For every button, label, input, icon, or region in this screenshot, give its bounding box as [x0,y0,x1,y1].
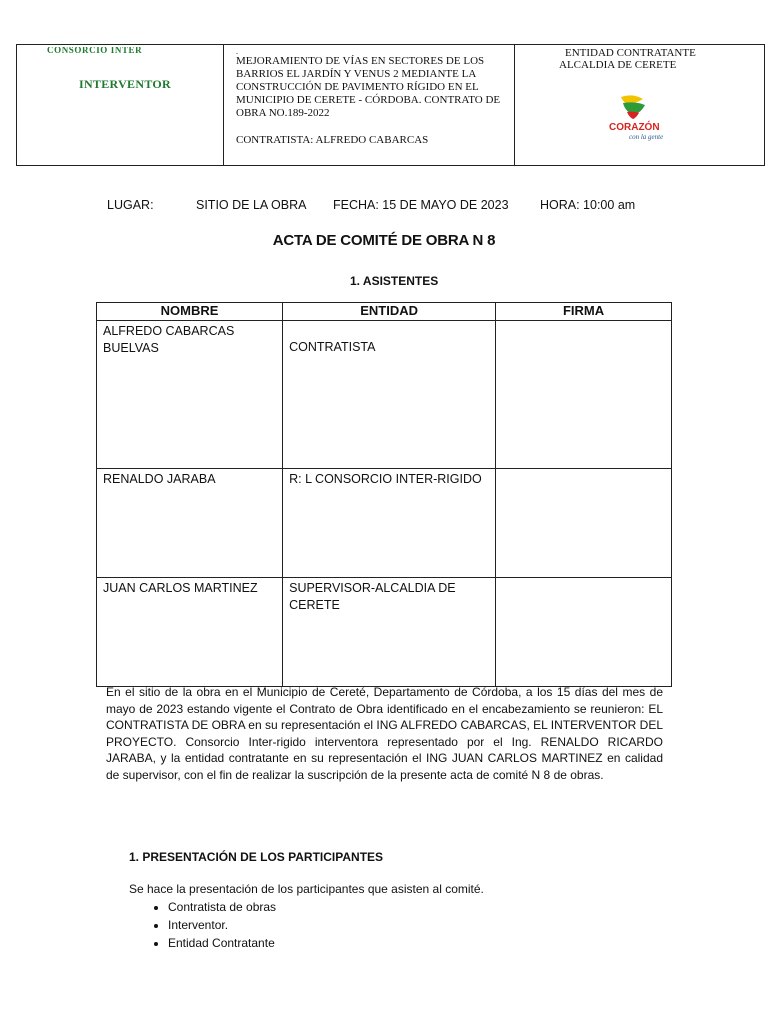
cell-firma [496,469,672,578]
entidad-block [559,47,765,71]
fecha-text: FECHA: 15 DE MAYO DE 2023 [333,198,509,212]
column-header-entidad: ENTIDAD [283,303,496,321]
table-row [97,469,672,578]
entidad-line-2: CERETE [289,598,340,612]
interventor-label: INTERVENTOR [79,77,172,91]
cell-nombre: JUAN CARLOS MARTINEZ [97,578,283,687]
intro-paragraph [106,684,663,783]
entidad-line-1: ENTIDAD CONTRATANTE [565,47,696,59]
logo-text-corazon: CORAZÓN [609,122,660,133]
entidad-line-2: ALCALDIA DE CERETE [559,59,677,71]
table-header-row [97,303,672,321]
cell-entidad: CONTRATISTA [283,321,496,469]
asistentes-heading: 1. ASISTENTES [350,274,439,288]
list-item: • Contratista de obras [168,898,276,916]
consorcio-cut-text: CONSORCIO INTER [47,47,143,53]
presentacion-text: Se hace la presentación de los participantes que asisten al comité. [129,882,484,896]
nombre-line-1: ALFREDO CABARCAS [103,324,235,338]
header-objeto-cell [224,45,515,165]
header-table [16,44,765,166]
lugar-value: SITIO DE LA OBRA [196,198,307,212]
list-item: • Entidad Contratante [168,934,276,952]
table-row [97,321,672,469]
entidad-line-1: SUPERVISOR-ALCALDIA DE [289,581,456,595]
lugar-label: LUGAR: [107,198,154,212]
asistentes-table [96,302,672,687]
column-header-nombre: NOMBRE [97,303,283,321]
intro-text: En el sitio de la obra en el Municipio de Cereté, Departamento de Córdoba, a los 15 días del mes de mayo de 2023 estando vigente el Contrato de Obra identificado en el encabezamiento se reunieron: EL CONTRATISTA DE OBRA en su representación el ING ALFREDO CABARCAS, EL INTERVENTOR DEL PROYECTO. Consorcio Inter-rigido interventora representado por el Ing. RENALDO RICARDO JARABA, y la entidad contratante en su representación el ING JUAN CARLOS MARTINEZ en calidad de supervisor, con el fin de realizar la suscripción de la presente acta de comité N 8 de obras. [106,685,663,782]
list-item: • Interventor. [168,916,276,934]
table-row [97,578,672,687]
header-entidad-cell [515,45,764,165]
cell-nombre [97,321,283,469]
cell-firma [496,578,672,687]
logo-text-gente: con la gente [629,133,664,141]
cell-entidad [283,578,496,687]
cell-entidad: R: L CONSORCIO INTER-RIGIDO [283,469,496,578]
document-title: ACTA DE COMITÉ DE OBRA N 8 [272,232,496,249]
column-header-firma: FIRMA [496,303,672,321]
objeto-dot: . [236,47,238,56]
corazon-logo [603,93,667,143]
hora-text: HORA: 10:00 am [540,198,636,212]
participantes-list [150,898,276,952]
contratista-text: CONTRATISTA: ALFREDO CABARCAS [236,134,429,146]
nombre-line-2: BUELVAS [103,341,159,355]
cell-firma [496,321,672,469]
cell-nombre: RENALDO JARABA [97,469,283,578]
presentacion-heading: 1. PRESENTACIÓN DE LOS PARTICIPANTES [129,850,384,864]
objeto-text: MEJORAMIENTO DE VÍAS EN SECTORES DE LOS BARRIOS EL JARDÍN Y VENUS 2 MEDIANTE LA CONSTRUCCIÓN DE PAVIMENTO RÍGIDO EN EL MUNICIPIO DE CERETE - CÓRDOBA. CONTRATO DE OBRA NO.189-2022 [236,55,501,119]
header-interventor-cell [17,45,224,165]
